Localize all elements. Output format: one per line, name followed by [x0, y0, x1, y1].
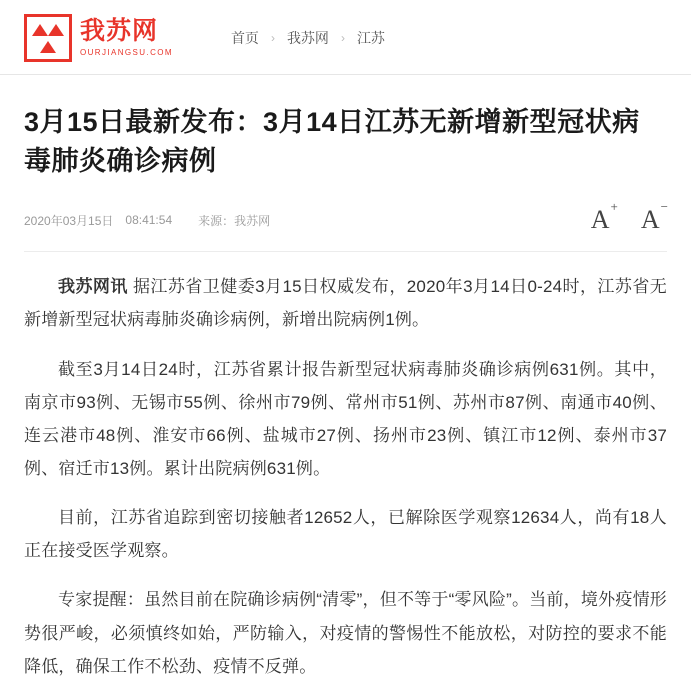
decrease-font-label: A — [640, 205, 660, 235]
site-header — [0, 0, 691, 75]
increase-font-label: A — [590, 205, 610, 235]
article — [0, 103, 691, 683]
increase-font-button[interactable] — [590, 198, 629, 235]
decrease-font-button[interactable] — [629, 198, 668, 235]
article-paragraph: 专家提醒：虽然目前在院确诊病例“清零”，但不等于“零风险”。当前，境外疫情形势很严峻，必须慎终如始，严防输入，对疫情的警惕性不能放松，对防控的要求不能降低，确保工作不松劲、疫情不反弹。 — [24, 590, 667, 676]
publish-date: 2020年03月15日 — [24, 213, 114, 228]
decrease-font-sup: − — [660, 198, 668, 214]
logo-title: 我苏网 — [80, 17, 159, 45]
article-body — [24, 270, 667, 683]
house-logo-icon — [24, 14, 72, 62]
publish-time: 08:41:54 — [125, 213, 173, 228]
breadcrumb — [229, 28, 387, 48]
article-meta-left — [24, 212, 270, 229]
page-title: 3月15日最新发布：3月14日江苏无新增新型冠状病毒肺炎确诊病例 — [24, 107, 640, 177]
article-paragraph-text: 据江苏省卫健委3月15日权威发布，2020年3月14日0-24时，江苏省无新增新型冠状病毒肺炎确诊病例，新增出院病例1例。 — [24, 277, 667, 330]
font-size-controls — [590, 198, 668, 235]
article-paragraph — [24, 270, 667, 336]
breadcrumb-item-wosu[interactable]: 我苏网 — [286, 30, 329, 46]
chevron-right-icon: › — [270, 31, 275, 45]
article-source: 来源：我苏网 — [198, 213, 271, 228]
logo-text — [80, 19, 173, 57]
increase-font-sup: + — [610, 198, 618, 214]
breadcrumb-item-jiangsu[interactable]: 江苏 — [356, 30, 385, 46]
breadcrumb-item-home[interactable]: 首页 — [230, 30, 259, 46]
site-logo[interactable] — [24, 14, 173, 62]
article-lead-label: 我苏网讯 — [58, 277, 128, 297]
article-meta — [24, 198, 668, 252]
logo-subtitle: OURJIANGSU.COM — [80, 48, 173, 57]
article-paragraph: 目前，江苏省追踪到密切接触者12652人，已解除医学观察12634人，尚有18人正在接受医学观察。 — [24, 508, 667, 561]
article-paragraph: 截至3月14日24时，江苏省累计报告新型冠状病毒肺炎确诊病例631例。其中，南京市93例、无锡市55例、徐州市79例、常州市51例、苏州市87例、南通市40例、连云港市48例、淮安市66例、盐城市27例、扬州市23例、镇江市12例、泰州市37例、宿迁市13例。累计出院病例631例。 — [24, 359, 667, 478]
chevron-right-icon: › — [340, 31, 345, 45]
